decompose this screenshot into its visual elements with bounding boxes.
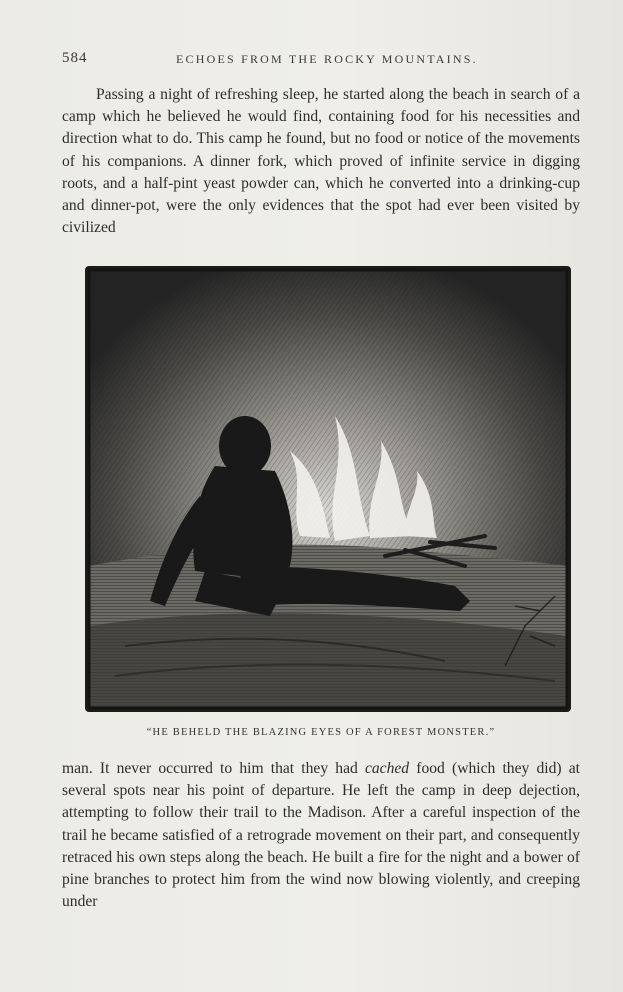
engraving-man-by-campfire: [85, 266, 571, 712]
page-number: 584: [62, 50, 88, 66]
italic-word: cached: [364, 760, 410, 777]
paragraph-top: Passing a night of refreshing sleep, he started along the beach in search of a camp which he believed he would find, containing food for his necessities and direction what to do. This camp he found, but no food or notice of the movements of his companions. A dinner fork, which proved of infinite service in digging roots, and a half-pint yeast powder can, which he converted into a drinking-cup and dinner-pot, were the only evidences that the spot had ever been visited by civilized: [62, 86, 580, 237]
illustration-caption: “HE BEHELD THE BLAZING EYES OF A FOREST MONSTER.”: [146, 727, 496, 738]
paragraph-bottom: [62, 758, 580, 913]
paragraph-bottom-rest: food (which they did) at several spots near his point of departure. He left the camp in deep dejection, attempting to follow their trail to the Madison. After a careful inspection of the trail he became satisfied of a retrograde movement on their part, and consequently retraced his own steps along the beach. He built a fire for the night and a bower of pine branches to protect him from the wind now blowing violently, and creeping under: [62, 760, 580, 911]
engraving-illustration: [85, 266, 571, 712]
running-head: ECHOES FROM THE ROCKY MOUNTAINS.: [176, 52, 478, 66]
paragraph-bottom-start: man. It never occurred to him that they had: [62, 760, 365, 777]
